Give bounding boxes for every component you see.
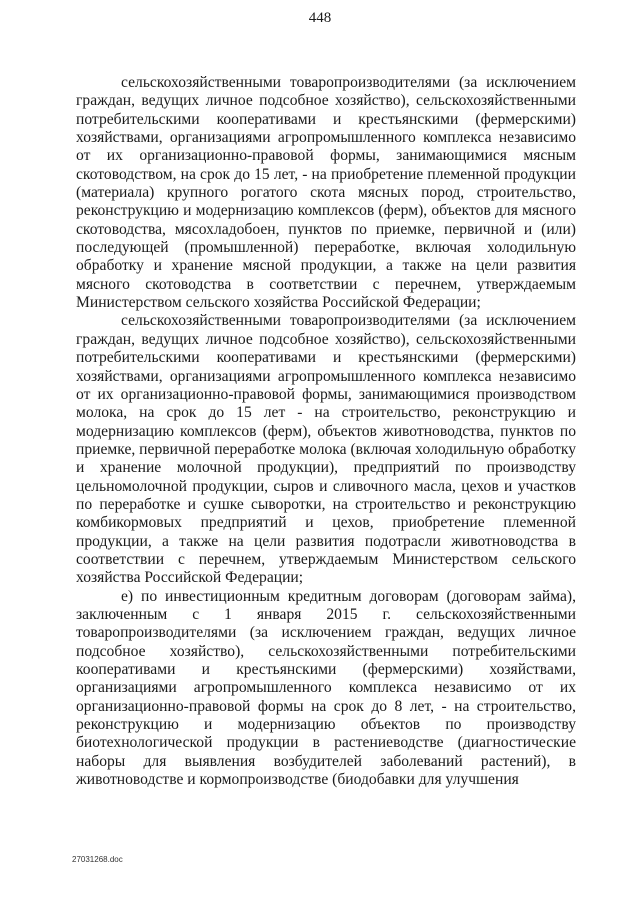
paragraph-meat-cattle: сельскохозяйственными товаропроизводителями (за исключением граждан, ведущих личное подсобное хозяйство), сельскохозяйственными потребительскими кооперативами и крестьянскими (фермерскими) хозяйствами, организациями агропромышленного комплекса независимо от их организационно-правовой формы, занимающимися мясным скотоводством, на срок до 15 лет, - на приобретение племенной продукции (материала) крупного рогатого скота мясных пород, строительство, реконструкцию и модернизацию комплексов (ферм), объектов для мясного скотоводства, мясохладобоен, пунктов по приемке, первичной и (или) последующей (промышленной) переработке, включая холодильную обработку и хранение мясной продукции, а также на цели развития мясного скотоводства в соответствии с перечнем, утверждаемым Министерством сельского хозяйства Российской Федерации; (76, 74, 576, 312)
page-number: 448 (308, 10, 332, 26)
paragraph-investment-loans: е) по инвестиционным кредитным договорам (договорам займа), заключенным с 1 января 2015 г. сельскохозяйственными товаропроизводителями (за исключением граждан, ведущих личное подсобное хозяйство), сельскохозяйственными потребительскими кооперативами и крестьянскими (фермерскими) хозяйствами, организациями агропромышленного комплекса независимо от их организационно-правовой формы на срок до 8 лет, - на строительство, реконструкцию и модернизацию объектов по производству биотехнологической продукции в растениеводстве (диагностические наборы для выявления возбудителей заболеваний растений), в животноводстве и кормопроизводстве (биодобавки для улучшения (76, 587, 576, 789)
document-body (76, 74, 576, 789)
paragraph-dairy: сельскохозяйственными товаропроизводителями (за исключением граждан, ведущих личное подсобное хозяйство), сельскохозяйственными потребительскими кооперативами и крестьянскими (фермерскими) хозяйствами, организациями агропромышленного комплекса независимо от их организационно-правовой формы, занимающимися производством молока, на срок до 15 лет - на строительство, реконструкцию и модернизацию комплексов (ферм), объектов животноводства, пунктов по приемке, первичной переработке молока (включая холодильную обработку и хранение молочной продукции), предприятий по производству цельномолочной продукции, сыров и сливочного масла, цехов и участков по переработке и сушке сыворотки, на строительство и реконструкцию комбикормовых предприятий и цехов, приобретение племенной продукции, а также на цели развития подотрасли животноводства в соответствии с перечнем, утверждаемым Министерством сельского хозяйства Российской Федерации; (76, 312, 576, 587)
footer-document-code: 27031268.doc (72, 855, 123, 864)
